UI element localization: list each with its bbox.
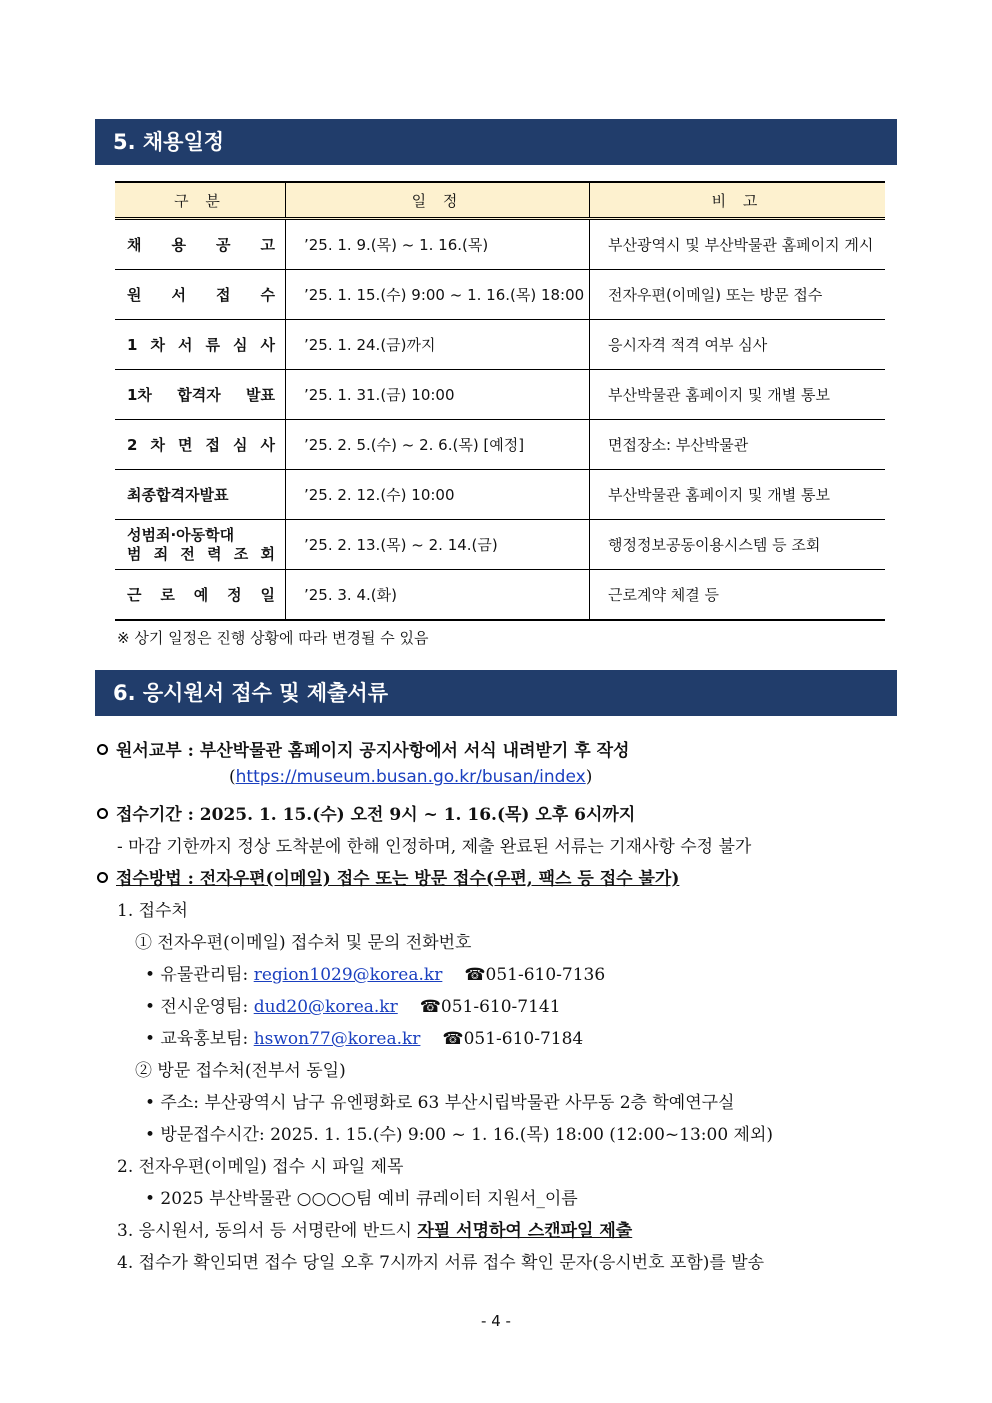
table-row <box>115 570 885 621</box>
row-note: 면접장소: 부산박물관 <box>590 420 886 470</box>
row-note: 근로계약 체결 등 <box>590 570 886 621</box>
museum-url-link[interactable]: https://museum.busan.go.kr/busan/index <box>235 767 586 787</box>
header-category: 구 분 <box>115 182 286 219</box>
header-note: 비 고 <box>590 182 886 219</box>
contact-phone: ☎051-610-7184 <box>442 1029 584 1049</box>
row-category: 근 로 예 정 일 <box>115 570 286 621</box>
row-date: ’25. 1. 31.(금) 10:00 <box>286 370 590 420</box>
table-row <box>115 470 885 520</box>
table-row <box>115 420 885 470</box>
row-date: ’25. 1. 15.(수) 9:00 ~ 1. 16.(목) 18:00 <box>286 270 590 320</box>
row-category-line2: 범 죄 전 력 조 회 <box>127 544 275 563</box>
item3 <box>117 1216 632 1241</box>
method-line <box>97 864 679 889</box>
item2-a: • 2025 부산박물관 ○○○○팀 예비 큐레이터 지원서_이름 <box>145 1189 578 1209</box>
item1-b: ② 방문 접수처(전부서 동일) <box>135 1061 346 1081</box>
item1-a: ① 전자우편(이메일) 접수처 및 문의 전화번호 <box>135 933 472 953</box>
row-date: ’25. 3. 4.(화) <box>286 570 590 621</box>
period-note: - 마감 기한까지 정상 도착분에 한해 인정하며, 제출 완료된 서류는 기재사항 수정 불가 <box>117 837 752 857</box>
circle-bullet-icon <box>97 808 108 819</box>
row-category: 최종합격자발표 <box>115 470 286 520</box>
contact-team: • 전시운영팀: <box>145 997 254 1017</box>
row-category <box>115 520 286 570</box>
form-line <box>97 736 629 761</box>
period-text: 접수기간 : 2025. 1. 15.(수) 오전 9시 ~ 1. 16.(목) 오후 6시까지 <box>116 805 636 825</box>
contact-phone: ☎051-610-7141 <box>419 997 561 1017</box>
contact-team: • 유물관리팀: <box>145 965 254 985</box>
row-note: 부산광역시 및 부산박물관 홈페이지 게시 <box>590 219 886 270</box>
circle-bullet-icon <box>97 872 108 883</box>
form-text: 원서교부 : 부산박물관 홈페이지 공지사항에서 서식 내려받기 후 작성 <box>116 741 630 761</box>
row-date: ’25. 2. 5.(수) ~ 2. 6.(목) [예정] <box>286 420 590 470</box>
item4: 4. 접수가 확인되면 접수 당일 오후 7시까지 서류 접수 확인 문자(응시번호 포함)를 발송 <box>117 1253 765 1273</box>
contact-row <box>145 1024 583 1049</box>
row-note: 전자우편(이메일) 또는 방문 접수 <box>590 270 886 320</box>
row-note: 부산박물관 홈페이지 및 개별 통보 <box>590 470 886 520</box>
contact-team: • 교육홍보팀: <box>145 1029 254 1049</box>
page-number: - 4 - <box>481 1312 511 1330</box>
row-date: ’25. 2. 13.(목) ~ 2. 14.(금) <box>286 520 590 570</box>
row-category: 1 차 서 류 심 사 <box>115 320 286 370</box>
contact-email-link[interactable]: hswon77@korea.kr <box>253 1029 421 1049</box>
contact-row <box>145 992 561 1017</box>
table-row <box>115 320 885 370</box>
row-date: ’25. 1. 24.(금)까지 <box>286 320 590 370</box>
row-date: ’25. 1. 9.(목) ~ 1. 16.(목) <box>286 219 590 270</box>
row-note: 부산박물관 홈페이지 및 개별 통보 <box>590 370 886 420</box>
address: • 주소: 부산광역시 남구 유엔평화로 63 부산시립박물관 사무동 2층 학예연구실 <box>145 1093 735 1113</box>
contact-email-link[interactable]: dud20@korea.kr <box>253 997 398 1017</box>
table-row <box>115 520 885 570</box>
header-date: 일 정 <box>286 182 590 219</box>
table-row <box>115 270 885 320</box>
row-date: ’25. 2. 12.(수) 10:00 <box>286 470 590 520</box>
row-category: 채 용 공 고 <box>115 219 286 270</box>
schedule-footnote: ※ 상기 일정은 진행 상황에 따라 변경될 수 있음 <box>117 629 429 647</box>
method-text: 접수방법 : 전자우편(이메일) 접수 또는 방문 접수(우편, 팩스 등 접수 불가) <box>116 869 680 889</box>
contact-email-link[interactable]: region1029@korea.kr <box>253 965 443 985</box>
period-line <box>97 800 635 825</box>
row-category: 원 서 접 수 <box>115 270 286 320</box>
visit-hours: • 방문접수시간: 2025. 1. 15.(수) 9:00 ~ 1. 16.(목) 18:00 (12:00~13:00 제외) <box>145 1125 774 1145</box>
section-6-title: 6. 응시원서 접수 및 제출서류 <box>95 670 897 716</box>
row-category: 1차 합격자 발표 <box>115 370 286 420</box>
row-note: 행정정보공동이용시스템 등 조회 <box>590 520 886 570</box>
row-category: 2 차 면 접 심 사 <box>115 420 286 470</box>
form-url-line: (https://museum.busan.go.kr/busan/index) <box>229 767 593 787</box>
section-5-title: 5. 채용일정 <box>95 119 897 165</box>
row-note: 응시자격 적격 여부 심사 <box>590 320 886 370</box>
contact-row <box>145 960 605 985</box>
table-row <box>115 370 885 420</box>
contact-phone: ☎051-610-7136 <box>464 965 606 985</box>
item1: 1. 접수처 <box>117 901 188 921</box>
item3-emphasis: 자필 서명하여 스캔파일 제출 <box>417 1221 633 1241</box>
schedule-table <box>115 181 885 621</box>
table-row <box>115 219 885 270</box>
row-category-line1: 성범죄·아동학대 <box>127 525 235 544</box>
item2: 2. 전자우편(이메일) 접수 시 파일 제목 <box>117 1157 404 1177</box>
circle-bullet-icon <box>97 744 108 755</box>
item3-prefix: 3. 응시원서, 동의서 등 서명란에 반드시 <box>117 1221 418 1241</box>
table-header-row <box>115 182 885 219</box>
